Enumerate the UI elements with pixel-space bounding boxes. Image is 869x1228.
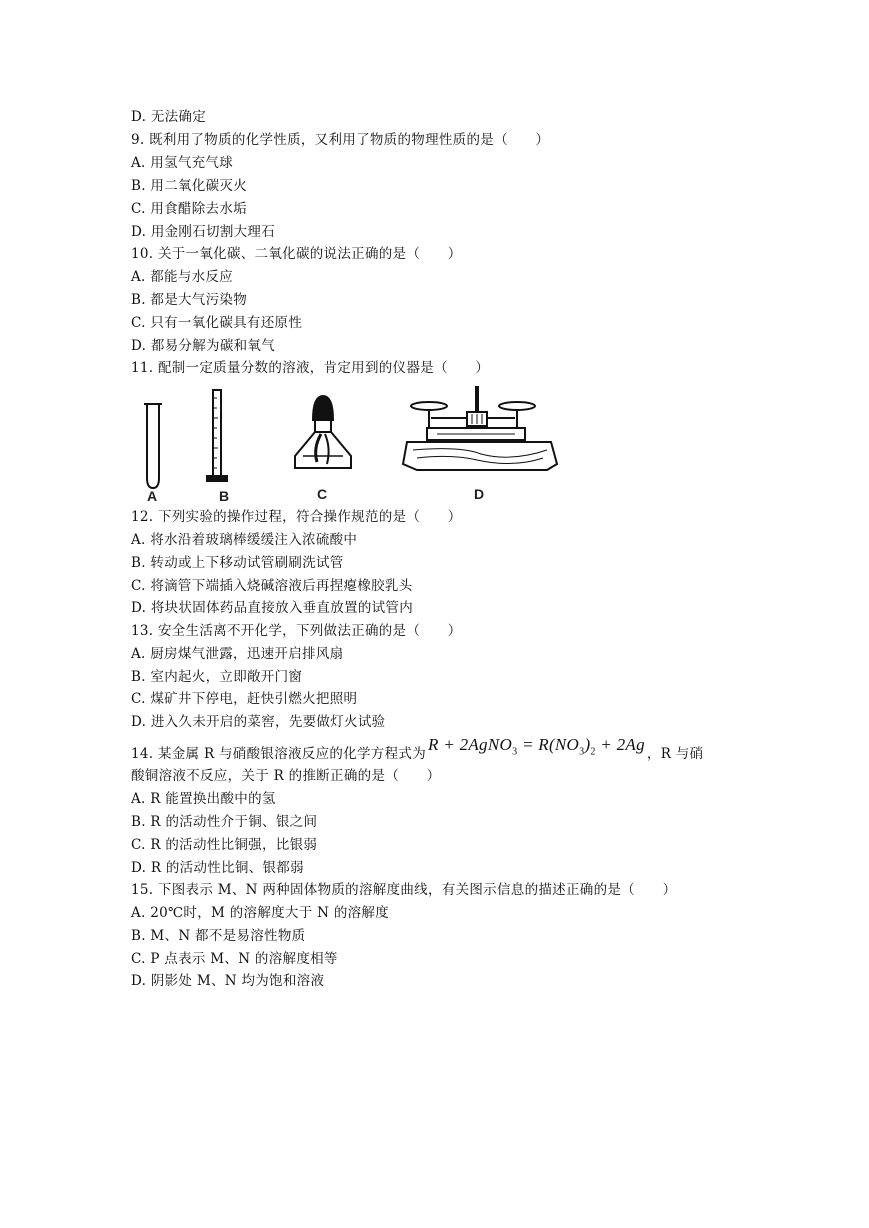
q15-option-c: C. P 点表示 M、N 的溶解度相等 <box>131 951 338 967</box>
q12-option-b: B. 转动或上下移动试管刷刷洗试管 <box>131 555 344 571</box>
q10-option-a: A. 都能与水反应 <box>131 269 234 285</box>
balance-scale-icon <box>403 386 557 470</box>
eq-no: (NO <box>548 735 580 754</box>
figure-label-a: A <box>147 488 158 504</box>
eq-sub-3b: 3 <box>579 746 585 758</box>
q14-text-after: ，R 与硝 <box>646 746 704 762</box>
q15-option-d: D. 阴影处 M、N 均为饱和溶液 <box>131 973 325 989</box>
q12-option-a: A. 将水沿着玻璃棒缓缓注入浓硫酸中 <box>131 532 358 548</box>
q9-option-a: A. 用氢气充气球 <box>131 155 234 171</box>
q13-option-d: D. 进入久未开启的菜窖，先要做灯火试验 <box>131 714 386 730</box>
question-11: 11. 配制一定质量分数的溶液，肯定用到的仪器是（ ） <box>131 360 490 376</box>
figure-label-d: D <box>474 486 485 502</box>
question-14 <box>131 735 704 769</box>
eq-equals: = <box>517 735 539 754</box>
eq-plus-2: + 2 <box>595 735 626 754</box>
eq-r-product: R <box>538 735 549 754</box>
q13-option-b: B. 室内起火，立即敞开门窗 <box>131 669 303 685</box>
instruments-figure <box>131 384 571 506</box>
q14-option-c: C. R 的活动性比铜强，比银弱 <box>131 837 318 853</box>
eq-sub-2: 2 <box>590 746 596 758</box>
question-15: 15. 下图表示 M、N 两种固体物质的溶解度曲线，有关图示信息的描述正确的是（ ） <box>131 882 677 898</box>
figure-label-c: C <box>317 486 328 502</box>
eq-close-paren: ) <box>584 735 591 754</box>
q12-option-c: C. 将滴管下端插入烧碱溶液后再捏瘪橡胶乳头 <box>131 578 413 594</box>
eq-plus-1: + 2 <box>438 735 469 754</box>
q14-text-before: 14. 某金属 R 与硝酸银溶液反应的化学方程式为 <box>131 746 427 762</box>
eq-sub-3: 3 <box>512 746 518 758</box>
eq-r: R <box>428 735 439 754</box>
question-14-line-2: 酸铜溶液不反应，关于 R 的推断正确的是（ ） <box>131 768 441 784</box>
q14-option-d: D. R 的活动性比铜、银都弱 <box>131 860 304 876</box>
eq-ag: Ag <box>625 735 645 754</box>
figure-label-b: B <box>219 488 230 504</box>
q9-option-b: B. 用二氧化碳灭火 <box>131 178 248 194</box>
graduated-cylinder-icon <box>207 390 227 481</box>
instruments-drawing <box>131 384 571 506</box>
question-9: 9. 既利用了物质的化学性质，又利用了物质的物理性质的是（ ） <box>131 132 550 148</box>
q15-option-a: A. 20℃时，M 的溶解度大于 N 的溶解度 <box>131 905 390 921</box>
q10-option-d: D. 都易分解为碳和氧气 <box>131 338 276 354</box>
q15-option-b: B. M、N 都不是易溶性物质 <box>131 928 306 944</box>
question-10: 10. 关于一氧化碳、二氧化碳的说法正确的是（ ） <box>131 246 462 262</box>
question-12: 12. 下列实验的操作过程，符合操作规范的是（ ） <box>131 509 462 525</box>
alcohol-lamp-icon <box>295 396 351 468</box>
test-tube-icon <box>144 404 162 488</box>
eq-agno: AgNO <box>468 735 513 754</box>
q13-option-a: A. 厨房煤气泄露，迅速开启排风扇 <box>131 646 344 662</box>
q10-option-b: B. 都是大气污染物 <box>131 292 248 308</box>
q9-option-d: D. 用金刚石切割大理石 <box>131 224 276 240</box>
q10-option-c: C. 只有一氧化碳具有还原性 <box>131 315 303 331</box>
q13-option-c: C. 煤矿井下停电，赶快引燃火把照明 <box>131 691 358 707</box>
q12-option-d: D. 将块状固体药品直接放入垂直放置的试管内 <box>131 600 414 616</box>
question-13: 13. 安全生活离不开化学，下列做法正确的是（ ） <box>131 623 462 639</box>
q9-option-c: C. 用食醋除去水垢 <box>131 201 247 217</box>
q14-option-b: B. R 的活动性介于铜、银之间 <box>131 814 318 830</box>
chemical-equation <box>428 735 645 758</box>
q8-option-d: D. 无法确定 <box>131 109 207 125</box>
q14-option-a: A. R 能置换出酸中的氢 <box>131 791 276 807</box>
